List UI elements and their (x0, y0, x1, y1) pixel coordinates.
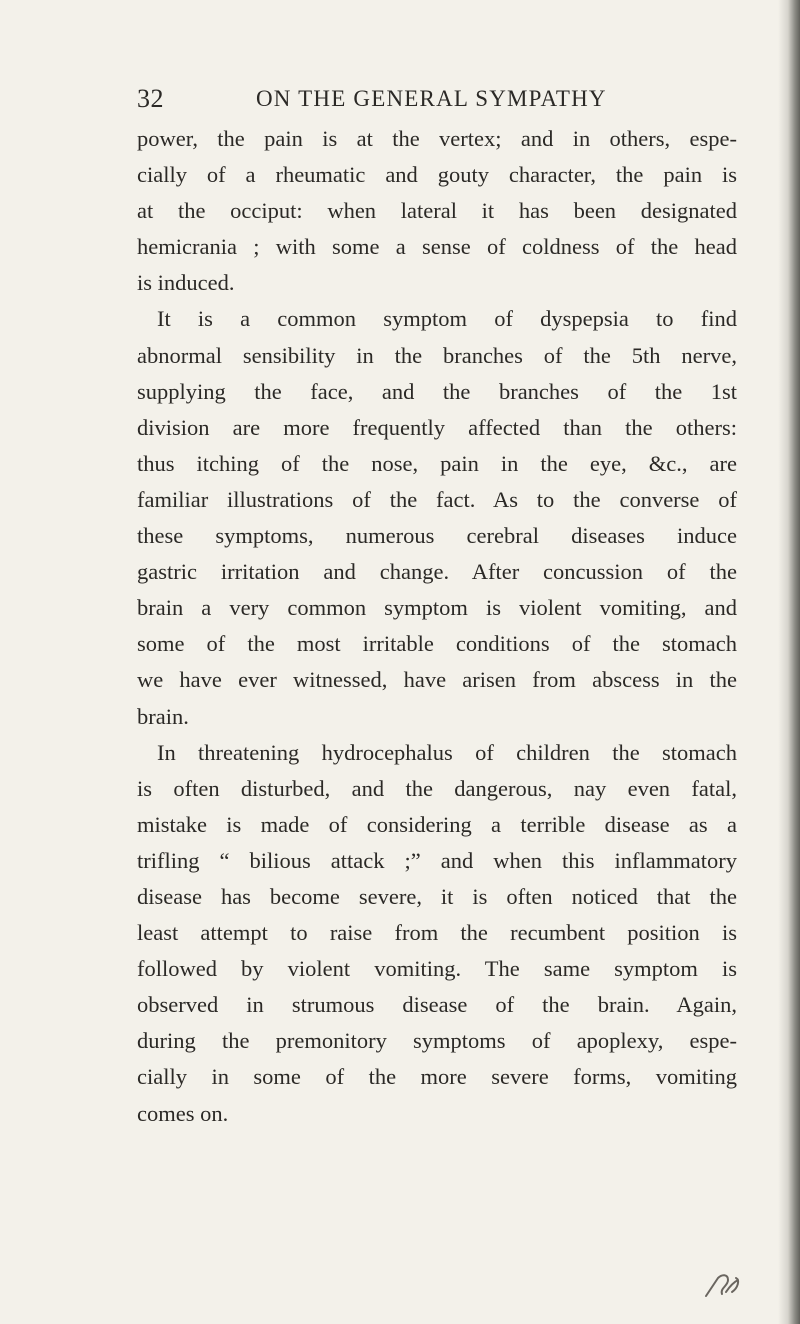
text-line: thus itching of the nose, pain in the eye, &c., are (137, 450, 737, 476)
text-line: least attempt to raise from the recumbent position is (137, 920, 737, 946)
text-line: these symptoms, numerous cerebral diseases induce (137, 523, 737, 549)
text-line: is often disturbed, and the dangerous, nay even fatal, (137, 775, 737, 801)
text-line: cially in some of the more severe forms, vomiting (137, 1064, 737, 1090)
page-header (137, 84, 737, 114)
page-number: 32 (137, 84, 164, 113)
text-line: trifling “ bilious attack ;” and when this inflammatory (137, 847, 737, 873)
text-line: brain a very common symptom is violent vomiting, and (137, 595, 737, 621)
page-edge-shadow (778, 0, 800, 1324)
text-line: In threatening hydrocephalus of children the stomach (157, 739, 737, 765)
text-line: comes on. (137, 1100, 229, 1126)
body-text (137, 121, 737, 1132)
text-line: we have ever witnessed, have arisen from abscess in the (137, 667, 737, 693)
text-line: observed in strumous disease of the brain. Again, (137, 992, 737, 1018)
text-line: at the occiput: when lateral it has been designated (137, 198, 737, 224)
text-line: is induced. (137, 270, 235, 296)
text-line: hemicrania ; with some a sense of coldness of the head (137, 234, 737, 260)
text-line: during the premonitory symptoms of apoplexy, espe- (137, 1028, 737, 1054)
text-line: gastric irritation and change. After concussion of the (137, 559, 737, 585)
running-title: ON THE GENERAL SYMPATHY (256, 86, 607, 111)
text-line: cially of a rheumatic and gouty character, the pain is (137, 162, 737, 188)
text-line: familiar illustrations of the fact. As to the converse of (137, 486, 737, 512)
text-line: disease has become severe, it is often noticed that the (137, 883, 737, 909)
text-line: followed by violent vomiting. The same symptom is (137, 956, 737, 982)
text-line: abnormal sensibility in the branches of the 5th nerve, (137, 342, 737, 368)
text-line: division are more frequently affected than the others: (137, 414, 737, 440)
handwritten-mark (700, 1268, 742, 1302)
text-line: mistake is made of considering a terrible disease as a (137, 811, 737, 837)
text-line: some of the most irritable conditions of the stomach (137, 631, 737, 657)
text-line: brain. (137, 703, 189, 729)
text-line: power, the pain is at the vertex; and in others, espe- (137, 126, 737, 151)
text-line: It is a common symptom of dyspepsia to find (157, 306, 737, 332)
text-line: supplying the face, and the branches of the 1st (137, 378, 737, 404)
